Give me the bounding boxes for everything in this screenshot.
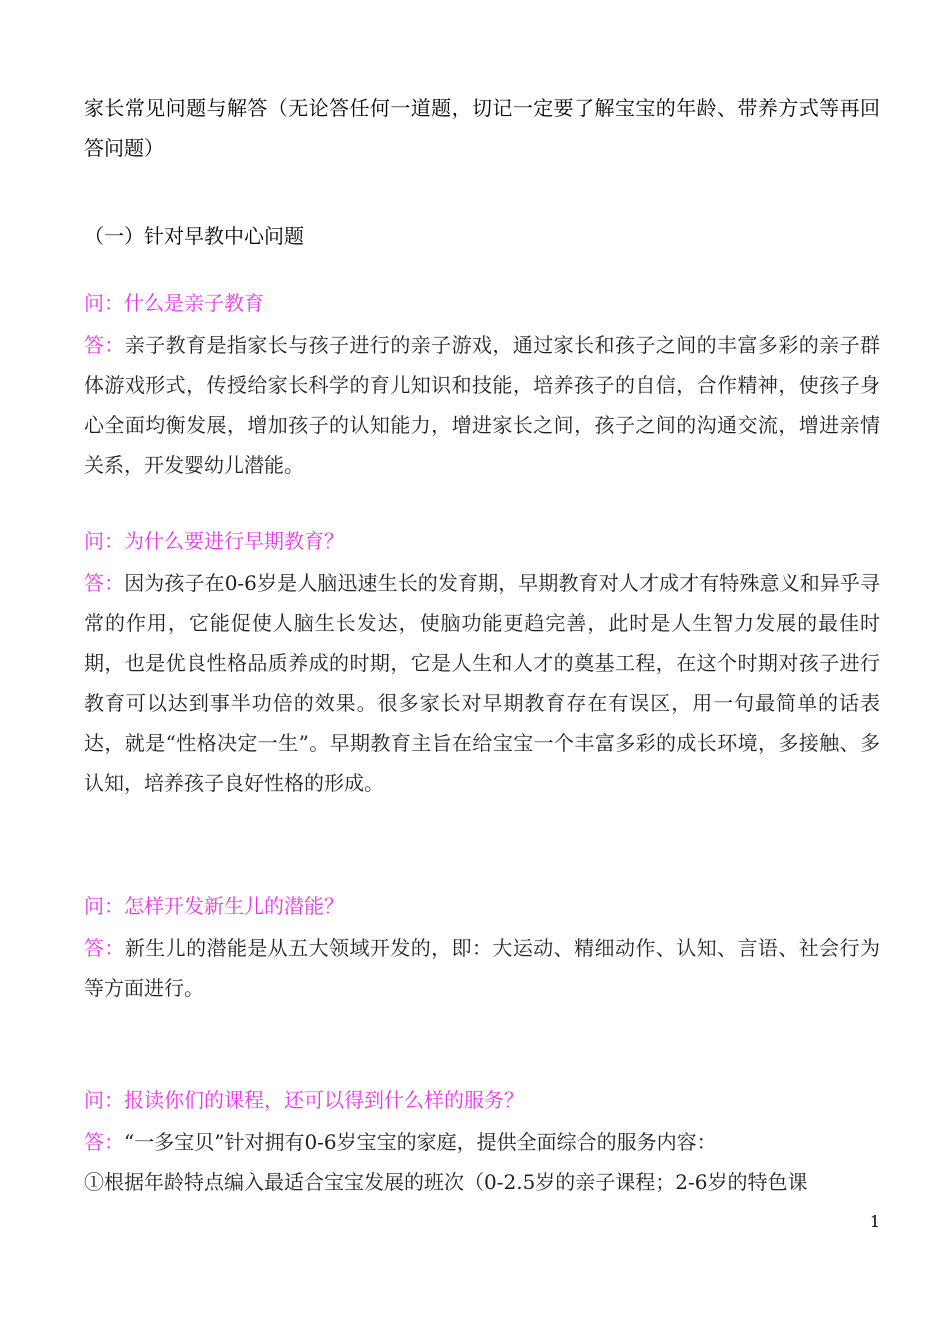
question-label: 问：	[84, 291, 124, 315]
question-3	[84, 886, 880, 926]
answer-label: 答：	[84, 333, 125, 357]
answer-4-list-item	[84, 1162, 880, 1202]
answer-label: 答：	[84, 571, 125, 595]
answer-2	[84, 563, 880, 803]
question-text: 报读你们的课程，还可以得到什么样的服务？	[124, 1088, 524, 1112]
answer-text: 新生儿的潜能是从五大领域开发的，即：大运动、精细动作、认知、言语、社会行为等方面进行。	[84, 936, 881, 1000]
section-heading: （一）针对早教中心问题	[84, 224, 304, 248]
answer-3	[84, 928, 880, 1008]
question-text: 什么是亲子教育	[124, 291, 264, 315]
answer-text: “一多宝贝”针对拥有0-6岁宝宝的家庭，提供全面综合的服务内容：	[124, 1130, 717, 1154]
question-4	[84, 1080, 880, 1120]
answer-text: 因为孩子在0-6岁是人脑迅速生长的发育期，早期教育对人才成才有特殊意义和异乎寻常的作用，它能促使人脑生长发达，使脑功能更趋完善，此时是人生智力发展的最佳时期，也是优良性格品质养成的时期，它是人生和人才的奠基工程，在这个时期对孩子进行教育可以达到事半功倍的效果。很多家长对早期教育存在有误区，用一句最简单的话表达，就是“性格决定一生”。早期教育主旨在给宝宝一个丰富多彩的成长环境，多接触、多认知，培养孩子良好性格的形成。	[84, 571, 880, 795]
document-title: 家长常见问题与解答（无论答任何一道题，切记一定要了解宝宝的年龄、带养方式等再回答问题）	[84, 96, 880, 160]
answer-text: 亲子教育是指家长与孩子进行的亲子游戏，通过家长和孩子之间的丰富多彩的亲子群体游戏形式，传授给家长科学的育儿知识和技能，培养孩子的自信，合作精神，使孩子身心全面均衡发展，增加孩子的认知能力，增进家长之间，孩子之间的沟通交流，增进亲情关系，开发婴幼儿潜能。	[84, 333, 881, 477]
question-label: 问：	[84, 894, 124, 918]
page-number: 1	[869, 1212, 880, 1231]
answer-label: 答：	[84, 936, 125, 960]
answer-1	[84, 325, 880, 485]
question-label: 问：	[84, 1088, 124, 1112]
answer-list-text: ①根据年龄特点编入最适合宝宝发展的班次（0-2.5岁的亲子课程；2-6岁的特色课	[84, 1170, 808, 1194]
question-label: 问：	[84, 529, 124, 553]
question-text: 怎样开发新生儿的潜能？	[124, 894, 344, 918]
answer-4	[84, 1122, 880, 1162]
answer-label: 答：	[84, 1130, 124, 1154]
question-2	[84, 521, 880, 561]
question-1	[84, 283, 880, 323]
question-text: 为什么要进行早期教育？	[124, 529, 344, 553]
